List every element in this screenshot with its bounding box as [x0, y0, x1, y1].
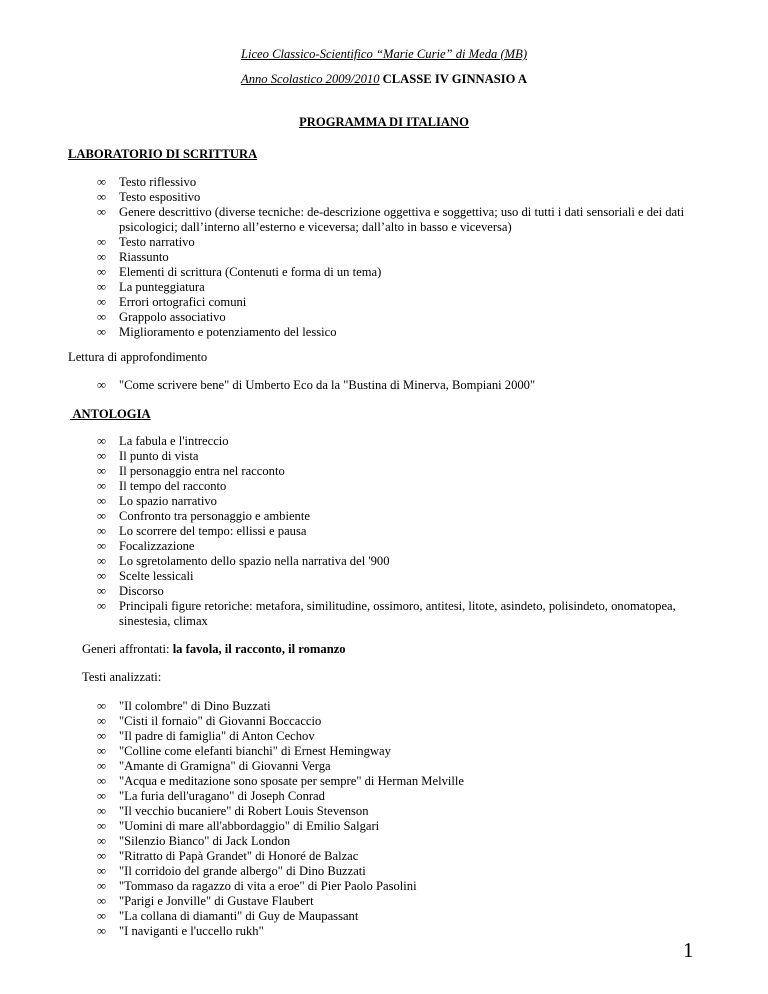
laboratorio-item [97, 325, 709, 340]
laboratorio-item [97, 190, 709, 205]
bullet-icon: ∞ [97, 804, 106, 818]
testo-item-text: "Colline come elefanti bianchi" di Ernest Hemingway [119, 744, 391, 758]
testo-item-text: "Cisti il fornaio" di Giovanni Boccaccio [119, 714, 322, 728]
testo-item-text: "I naviganti e l'uccello rukh" [119, 924, 264, 938]
bullet-icon: ∞ [97, 924, 106, 938]
laboratorio-item [97, 280, 709, 295]
testo-item-text: "Il padre di famiglia" di Anton Cechov [119, 729, 315, 743]
bullet-icon: ∞ [97, 849, 106, 863]
laboratorio-item-text: Grappolo associativo [119, 310, 226, 324]
bullet-icon: ∞ [97, 265, 106, 279]
antologia-item-text: Discorso [119, 584, 164, 598]
laboratorio-item-text: Testo riflessivo [119, 175, 197, 189]
class-label: CLASSE IV GINNASIO A [379, 72, 527, 86]
bullet-icon: ∞ [97, 864, 106, 878]
testo-item-text: "Ritratto di Papà Grandet" di Honoré de Balzac [119, 849, 359, 863]
bullet-icon: ∞ [97, 584, 106, 598]
bullet-icon: ∞ [97, 378, 106, 392]
laboratorio-item [97, 250, 709, 265]
testo-item [97, 924, 464, 939]
bullet-icon: ∞ [97, 819, 106, 833]
antologia-item [97, 599, 709, 629]
bullet-icon: ∞ [97, 434, 106, 448]
antologia-item [97, 554, 709, 569]
bullet-icon: ∞ [97, 325, 106, 339]
bullet-icon: ∞ [97, 699, 106, 713]
antologia-item-text: Lo scorrere del tempo: ellissi e pausa [119, 524, 307, 538]
testo-item-text: "Uomini di mare all'abbordaggio" di Emilio Salgari [119, 819, 380, 833]
testo-item [97, 744, 464, 759]
antologia-item [97, 569, 709, 584]
antologia-item [97, 434, 709, 449]
lettura-label: Lettura di approfondimento [68, 350, 208, 364]
testo-item-text: "La collana di diamanti" di Guy de Maupassant [119, 909, 359, 923]
bullet-icon: ∞ [97, 774, 106, 788]
antologia-item-text: Il punto di vista [119, 449, 199, 463]
laboratorio-item-text: Riassunto [119, 250, 169, 264]
generi-label: Generi affrontati: [82, 642, 173, 656]
testo-item-text: "Il corridoio del grande albergo" di Dino Buzzati [119, 864, 366, 878]
testi-list [97, 699, 464, 939]
generi-line [82, 642, 346, 657]
bullet-icon: ∞ [97, 175, 106, 189]
testi-label: Testi analizzati: [82, 670, 162, 684]
laboratorio-item-text: Errori ortografici comuni [119, 295, 247, 309]
testo-item-text: "Amante di Gramigna" di Giovanni Verga [119, 759, 331, 773]
laboratorio-list [97, 175, 709, 340]
bullet-icon: ∞ [97, 524, 106, 538]
antologia-item-text: Lo sgretolamento dello spazio nella narrativa del '900 [119, 554, 390, 568]
document-title: PROGRAMMA DI ITALIANO [299, 115, 469, 129]
section-heading-antologia: ANTOLOGIA [70, 407, 151, 421]
testo-item [97, 699, 464, 714]
antologia-item [97, 464, 709, 479]
testo-item [97, 834, 464, 849]
antologia-item [97, 479, 709, 494]
bullet-icon: ∞ [97, 879, 106, 893]
laboratorio-item [97, 295, 709, 310]
section-heading-laboratorio: LABORATORIO DI SCRITTURA [68, 147, 258, 161]
laboratorio-item-text: Testo narrativo [119, 235, 195, 249]
bullet-icon: ∞ [97, 909, 106, 923]
testo-item [97, 789, 464, 804]
school-year: Anno Scolastico 2009/2010 [241, 72, 380, 86]
bullet-icon: ∞ [97, 190, 106, 204]
bullet-icon: ∞ [97, 509, 106, 523]
lettura-item [97, 378, 535, 393]
laboratorio-item-text: Genere descrittivo (diverse tecniche: de-descrizione oggettiva e soggettiva; uso di tutti i dati sensoriali e dei dati psicologici; dall’interno all’esterno e viceversa; dall’alto in basso e viceversa) [119, 205, 685, 234]
antologia-item-text: Principali figure retoriche: metafora, similitudine, ossimoro, antitesi, litote, asindeto, polisindeto, onomatopea, sinestesia, climax [119, 599, 676, 628]
antologia-item-text: Il tempo del racconto [119, 479, 227, 493]
testo-item-text: "Parigi e Jonville" di Gustave Flaubert [119, 894, 314, 908]
antologia-item-text: Il personaggio entra nel racconto [119, 464, 285, 478]
antologia-item [97, 494, 709, 509]
generi-value: la favola, il racconto, il romanzo [172, 642, 346, 656]
bullet-icon: ∞ [97, 310, 106, 324]
testo-item-text: "Tommaso da ragazzo di vita a eroe" di Pier Paolo Pasolini [119, 879, 417, 893]
bullet-icon: ∞ [97, 729, 106, 743]
antologia-item [97, 449, 709, 464]
testo-item-text: "La furia dell'uragano" di Joseph Conrad [119, 789, 325, 803]
bullet-icon: ∞ [97, 789, 106, 803]
laboratorio-item-text: La punteggiatura [119, 280, 205, 294]
bullet-icon: ∞ [97, 599, 106, 613]
lettura-item-text: "Come scrivere bene" di Umberto Eco da la "Bustina di Minerva, Bompiani 2000" [119, 378, 536, 392]
bullet-icon: ∞ [97, 554, 106, 568]
bullet-icon: ∞ [97, 569, 106, 583]
laboratorio-item-text: Testo espositivo [119, 190, 201, 204]
testo-item [97, 729, 464, 744]
testo-item-text: "Il vecchio bucaniere" di Robert Louis Stevenson [119, 804, 369, 818]
testo-item-text: "Silenzio Bianco" di Jack London [119, 834, 291, 848]
bullet-icon: ∞ [97, 834, 106, 848]
page-number: 1 [683, 938, 694, 962]
antologia-item [97, 524, 709, 539]
bullet-icon: ∞ [97, 539, 106, 553]
antologia-item-text: Confronto tra personaggio e ambiente [119, 509, 310, 523]
bullet-icon: ∞ [97, 449, 106, 463]
school-name: Liceo Classico-Scientifico “Marie Curie” di Meda (MB) [240, 47, 528, 61]
testo-item [97, 804, 464, 819]
antologia-item-text: Scelte lessicali [119, 569, 194, 583]
antologia-item [97, 584, 709, 599]
bullet-icon: ∞ [97, 250, 106, 264]
school-header [0, 47, 768, 62]
bullet-icon: ∞ [97, 759, 106, 773]
bullet-icon: ∞ [97, 205, 106, 219]
laboratorio-item-text: Elementi di scrittura (Contenuti e forma di un tema) [119, 265, 382, 279]
bullet-icon: ∞ [97, 744, 106, 758]
testo-item [97, 894, 464, 909]
antologia-item [97, 509, 709, 524]
testo-item [97, 714, 464, 729]
testo-item-text: "Il colombre" di Dino Buzzati [119, 699, 271, 713]
bullet-icon: ∞ [97, 280, 106, 294]
bullet-icon: ∞ [97, 494, 106, 508]
bullet-icon: ∞ [97, 464, 106, 478]
antologia-item-text: Focalizzazione [119, 539, 195, 553]
testo-item [97, 759, 464, 774]
year-class-line [0, 72, 768, 87]
antologia-item-text: Lo spazio narrativo [119, 494, 217, 508]
laboratorio-item-text: Miglioramento e potenziamento del lessico [119, 325, 337, 339]
laboratorio-item [97, 235, 709, 250]
document-title-line [0, 115, 768, 130]
testo-item [97, 864, 464, 879]
testo-item [97, 849, 464, 864]
testo-item [97, 774, 464, 789]
antologia-list [97, 434, 709, 629]
antologia-item [97, 539, 709, 554]
laboratorio-item [97, 205, 709, 235]
bullet-icon: ∞ [97, 235, 106, 249]
laboratorio-item [97, 175, 709, 190]
bullet-icon: ∞ [97, 714, 106, 728]
laboratorio-item [97, 310, 709, 325]
lettura-list [97, 378, 535, 393]
bullet-icon: ∞ [97, 295, 106, 309]
laboratorio-item [97, 265, 709, 280]
bullet-icon: ∞ [97, 894, 106, 908]
testo-item [97, 819, 464, 834]
testo-item-text: "Acqua e meditazione sono sposate per sempre" di Herman Melville [119, 774, 464, 788]
antologia-item-text: La fabula e l'intreccio [119, 434, 229, 448]
testo-item [97, 879, 464, 894]
bullet-icon: ∞ [97, 479, 106, 493]
testo-item [97, 909, 464, 924]
